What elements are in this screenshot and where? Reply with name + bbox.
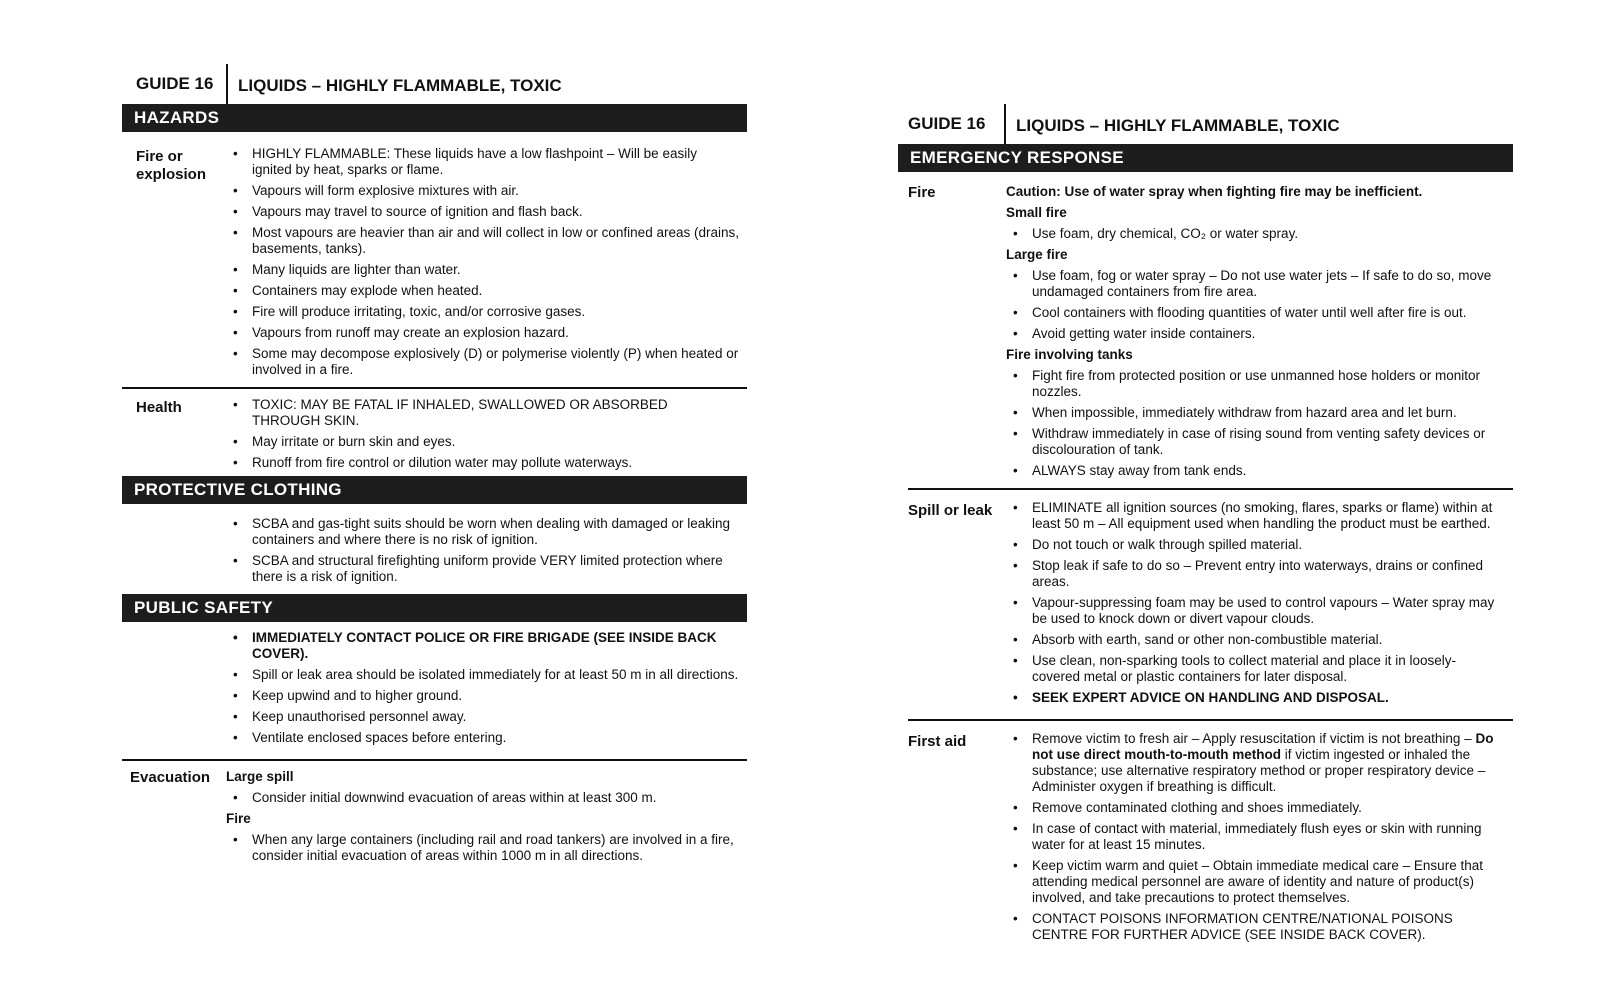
list-item: • Withdraw immediately in case of rising sound from venting safety devices or discolouration of tank. xyxy=(1006,426,1499,458)
list-item: • Stop leak if safe to do so – Prevent entry into waterways, drains or confined areas. xyxy=(1006,558,1499,590)
first-aid-text: if victim ingested or inhaled the substance; use alternative respiratory method or proper respiratory device – Administer oxygen if breathing is difficult. xyxy=(1032,747,1486,794)
list-item: • Many liquids are lighter than water. xyxy=(226,262,739,278)
fire-explosion-label: Fire or explosion xyxy=(136,148,207,183)
protective-clothing-section xyxy=(122,504,747,594)
list-item: • Keep victim warm and quiet – Obtain immediate medical care – Ensure that attending medical personnel are aware of identity and nature of product(s) involved, and take precautions to protect themselves. xyxy=(1006,858,1499,906)
list-item: • CONTACT POISONS INFORMATION CENTRE/NATIONAL POISONS CENTRE FOR FURTHER ADVICE (SEE INSIDE BACK COVER). xyxy=(1006,911,1499,943)
list-item: • Absorb with earth, sand or other non-combustible material. xyxy=(1006,632,1499,648)
list-item: • ELIMINATE all ignition sources (no smoking, flares, sparks or flame) within at least 50 m – All equipment used when handling the product must be earthed. xyxy=(1006,500,1499,532)
list-item: • ALWAYS stay away from tank ends. xyxy=(1006,463,1499,479)
list-item: • Runoff from fire control or dilution water may pollute waterways. xyxy=(226,455,739,471)
list-item: • Remove contaminated clothing and shoes immediately. xyxy=(1006,800,1499,816)
first-aid-bold-text: Do not use direct mouth-to-mouth method xyxy=(1032,731,1494,762)
large-spill-heading: Large spill xyxy=(226,769,294,784)
public-label-spacer xyxy=(122,630,226,751)
spill-leak-label: Spill or leak xyxy=(908,502,993,519)
list-item: • Cool containers with flooding quantities of water until well after fire is out. xyxy=(1006,305,1499,321)
right-page xyxy=(908,104,1513,948)
list-item: • Fire will produce irritating, toxic, and/or corrosive gases. xyxy=(226,304,739,320)
list-item: • Use foam, fog or water spray – Do not use water jets – If safe to do so, move undamaged containers from fire area. xyxy=(1006,268,1499,300)
list-item: • Most vapours are heavier than air and will collect in low or confined areas (drains, basements, tanks). xyxy=(226,225,739,257)
protective-list xyxy=(226,516,739,585)
first-aid-section xyxy=(908,721,1513,948)
evacuation-label: Evacuation xyxy=(130,769,211,786)
evac-fire-list xyxy=(226,832,739,864)
hazards-band: HAZARDS xyxy=(122,104,747,132)
small-fire-list xyxy=(1006,226,1499,242)
guide-header xyxy=(122,64,747,104)
caution-note: Caution: Use of water spray when fighting fire may be inefficient. xyxy=(1006,184,1423,199)
guide-number: GUIDE 16 xyxy=(136,74,214,93)
fire-explosion-list xyxy=(226,146,739,378)
left-page xyxy=(122,64,747,869)
guide-title: LIQUIDS – HIGHLY FLAMMABLE, TOXIC xyxy=(1004,104,1513,144)
list-item: • Vapours from runoff may create an explosion hazard. xyxy=(226,325,739,341)
health-label: Health xyxy=(136,399,182,416)
fire-tanks-heading: Fire involving tanks xyxy=(1006,347,1133,362)
list-item: • Vapour-suppressing foam may be used to control vapours – Water spray may be used to knock down or divert vapour clouds. xyxy=(1006,595,1499,627)
large-fire-list xyxy=(1006,268,1499,342)
emergency-response-band: EMERGENCY RESPONSE xyxy=(898,144,1513,172)
fire-label: Fire xyxy=(908,184,936,201)
list-item: • HIGHLY FLAMMABLE: These liquids have a low flashpoint – Will be easily ignited by heat, sparks or flame. xyxy=(226,146,739,178)
list-item: • Ventilate enclosed spaces before entering. xyxy=(226,730,739,746)
fire-explosion-section xyxy=(122,132,747,387)
list-item: • Vapours will form explosive mixtures with air. xyxy=(226,183,739,199)
first-aid-list xyxy=(1006,731,1499,943)
list-item: • Use foam, dry chemical, CO₂ or water spray. xyxy=(1006,226,1499,242)
small-fire-heading: Small fire xyxy=(1006,205,1067,220)
protective-clothing-band: PROTECTIVE CLOTHING xyxy=(122,476,747,504)
list-item: • Vapours may travel to source of ignition and flash back. xyxy=(226,204,739,220)
list-item: • When any large containers (including rail and road tankers) are involved in a fire, consider initial evacuation of areas within 1000 m in all directions. xyxy=(226,832,739,864)
fire-section xyxy=(908,172,1513,488)
list-item: • Keep upwind and to higher ground. xyxy=(226,688,739,704)
list-item: • May irritate or burn skin and eyes. xyxy=(226,434,739,450)
list-item xyxy=(1006,731,1499,795)
list-item: • In case of contact with material, immediately flush eyes or skin with running water for at least 15 minutes. xyxy=(1006,821,1499,853)
evac-fire-heading: Fire xyxy=(226,811,251,826)
public-safety-list xyxy=(226,630,739,746)
list-item: • Fight fire from protected position or use unmanned hose holders or monitor nozzles. xyxy=(1006,368,1499,400)
fire-tanks-list xyxy=(1006,368,1499,479)
public-safety-section xyxy=(122,622,747,759)
list-item: • Some may decompose explosively (D) or polymerise violently (P) when heated or involved in a fire. xyxy=(226,346,739,378)
list-item: • Containers may explode when heated. xyxy=(226,283,739,299)
list-item: • Spill or leak area should be isolated immediately for at least 50 m in all directions. xyxy=(226,667,739,683)
guide-number: GUIDE 16 xyxy=(908,114,986,133)
first-aid-text: Remove victim to fresh air – Apply resuscitation if victim is not breathing – xyxy=(1032,731,1472,746)
list-item: • Keep unauthorised personnel away. xyxy=(226,709,739,725)
list-item: • SCBA and gas-tight suits should be worn when dealing with damaged or leaking containers and where there is no risk of ignition. xyxy=(226,516,739,548)
large-fire-heading: Large fire xyxy=(1006,247,1068,262)
list-item: • Consider initial downwind evacuation of areas within at least 300 m. xyxy=(226,790,739,806)
list-item: • SEEK EXPERT ADVICE ON HANDLING AND DISPOSAL. xyxy=(1006,690,1499,706)
list-item: • Use clean, non-sparking tools to collect material and place it in loosely-covered metal or plastic containers for later disposal. xyxy=(1006,653,1499,685)
protective-label-spacer xyxy=(122,516,226,590)
guide-header xyxy=(908,104,1513,144)
public-safety-band: PUBLIC SAFETY xyxy=(122,594,747,622)
large-spill-list xyxy=(226,790,739,806)
guide-title: LIQUIDS – HIGHLY FLAMMABLE, TOXIC xyxy=(226,64,747,104)
first-aid-label: First aid xyxy=(908,733,967,750)
list-item: • IMMEDIATELY CONTACT POLICE OR FIRE BRIGADE (SEE INSIDE BACK COVER). xyxy=(226,630,739,662)
evacuation-section xyxy=(122,761,747,869)
spill-leak-list xyxy=(1006,500,1499,706)
list-item: • Avoid getting water inside containers. xyxy=(1006,326,1499,342)
list-item: • TOXIC: MAY BE FATAL IF INHALED, SWALLOWED OR ABSORBED THROUGH SKIN. xyxy=(226,397,739,429)
list-item: • Do not touch or walk through spilled material. xyxy=(1006,537,1499,553)
list-item: • SCBA and structural firefighting uniform provide VERY limited protection where there is a risk of ignition. xyxy=(226,553,739,585)
spill-leak-section xyxy=(908,490,1513,719)
health-section xyxy=(122,389,747,476)
list-item: • When impossible, immediately withdraw from hazard area and let burn. xyxy=(1006,405,1499,421)
health-list xyxy=(226,397,739,471)
